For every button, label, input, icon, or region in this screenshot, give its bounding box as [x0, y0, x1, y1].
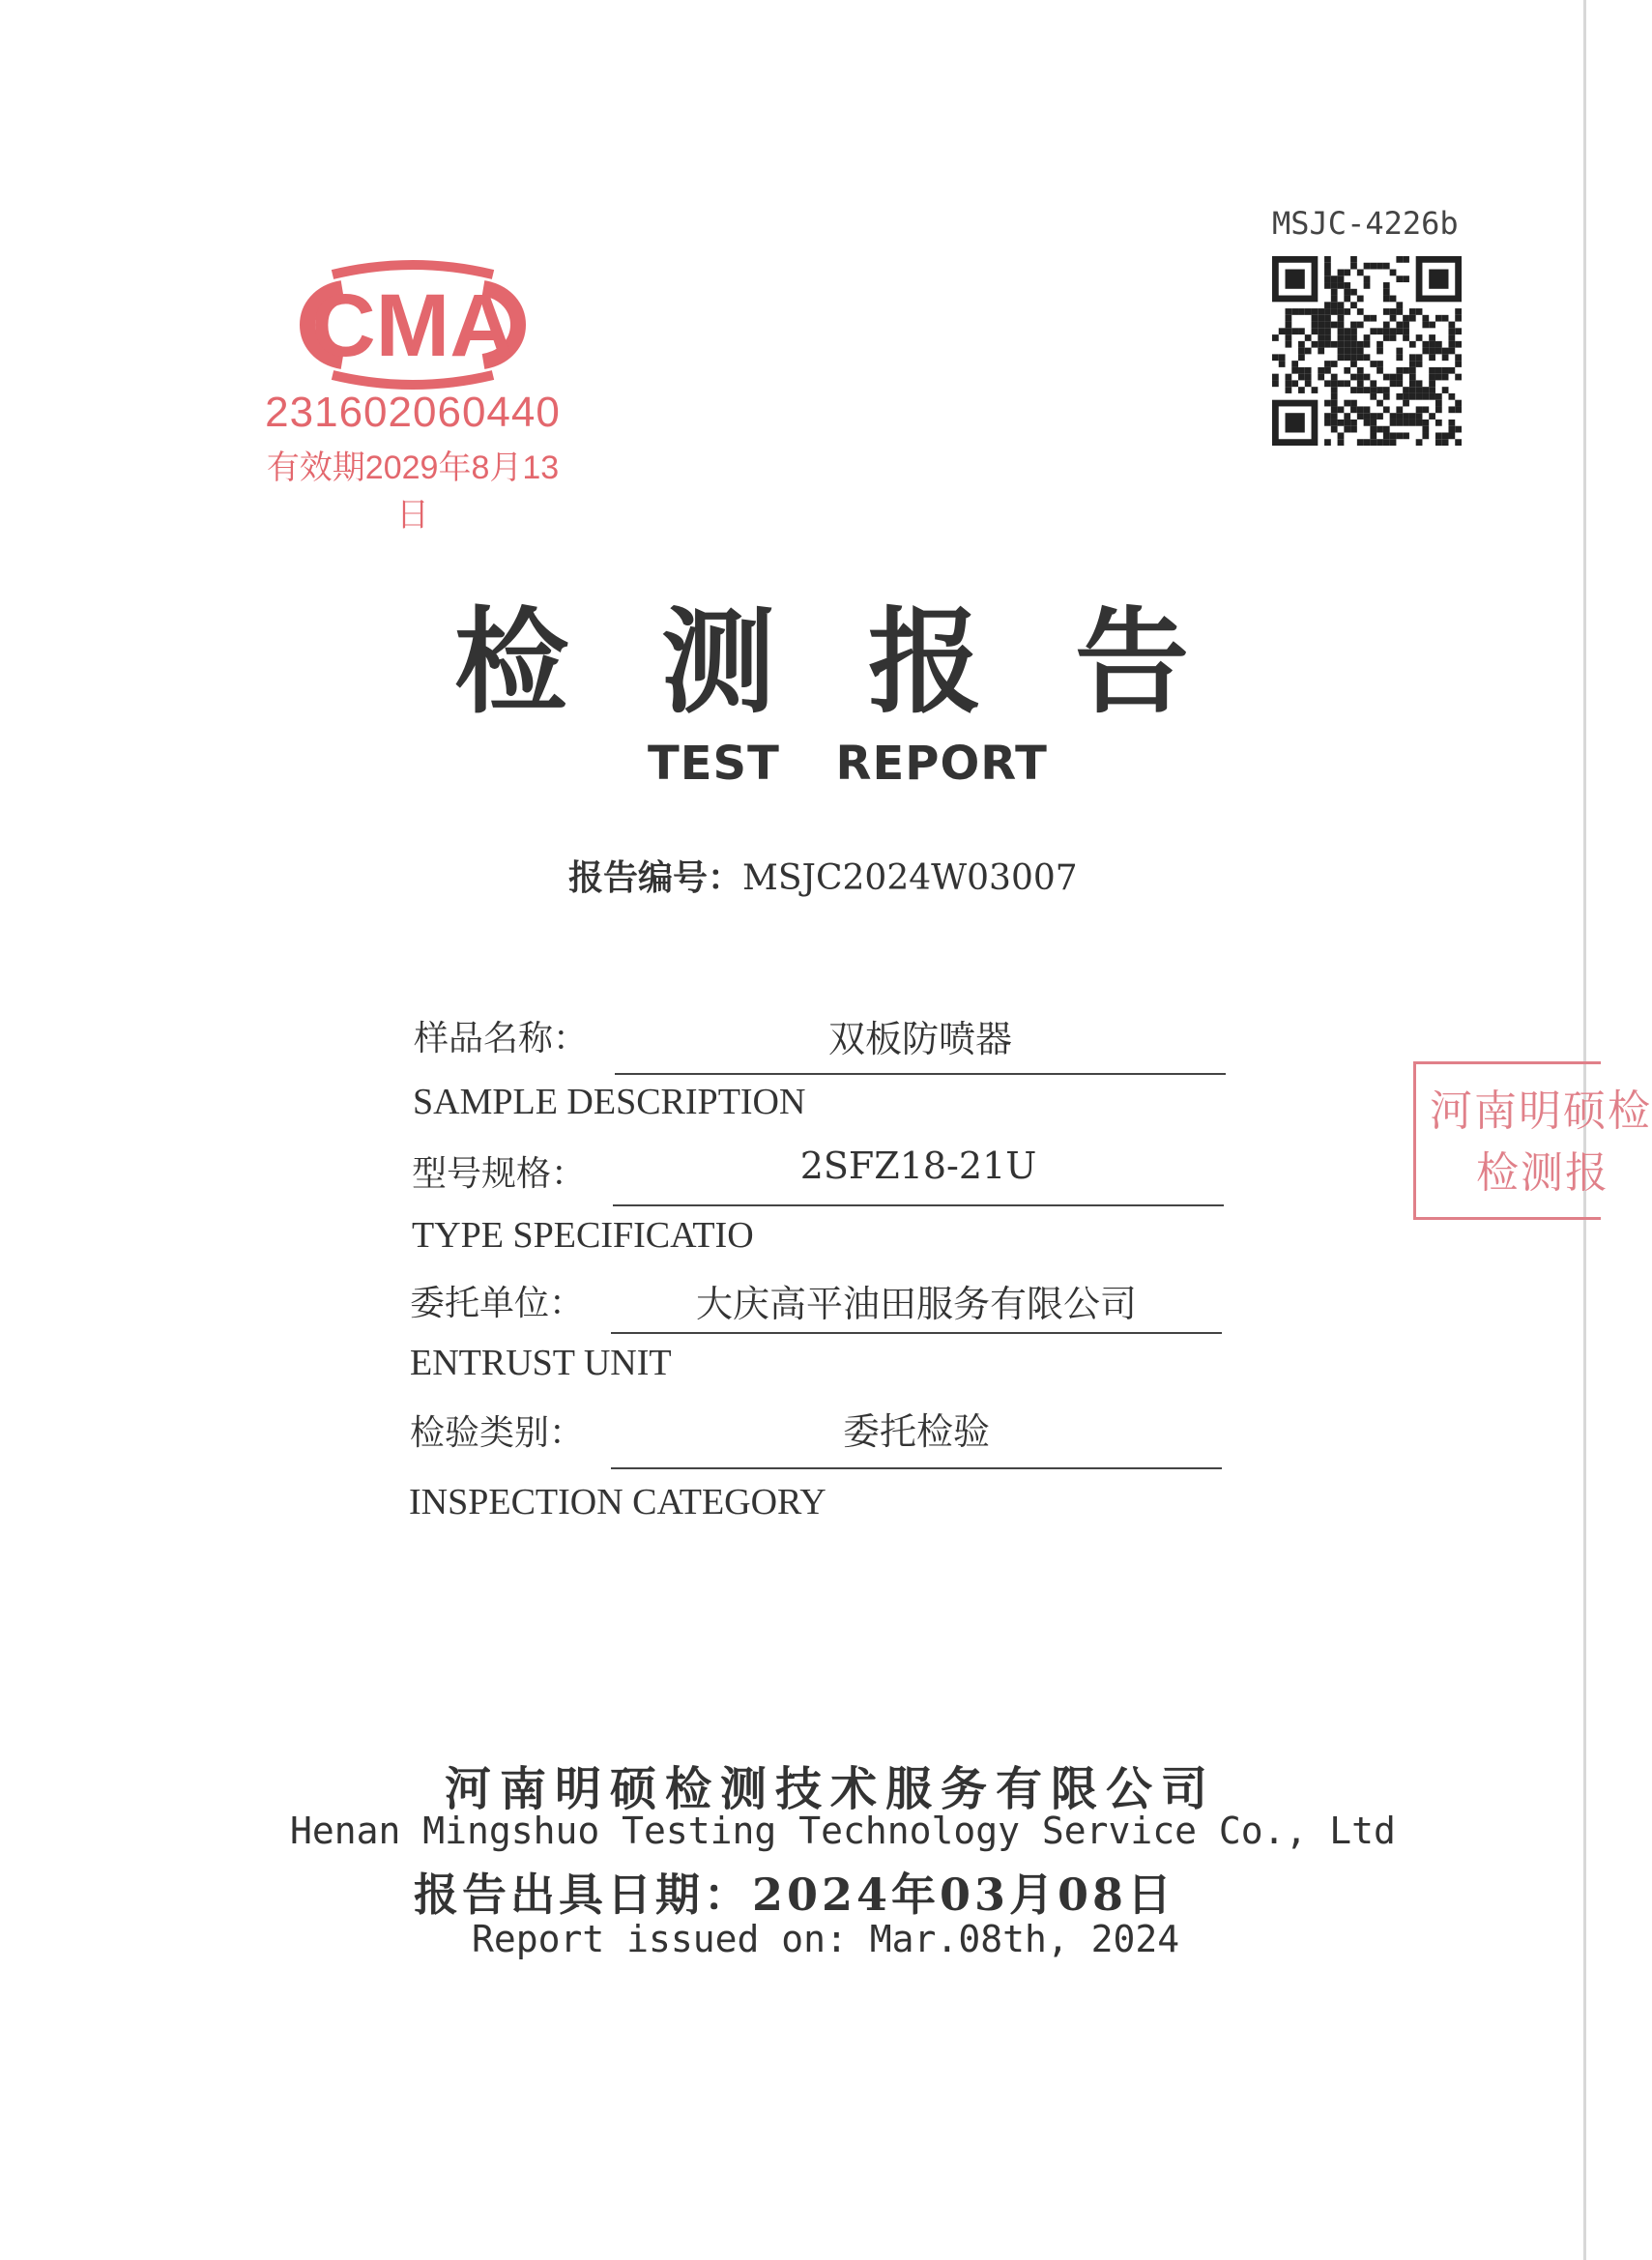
field-label-inspection: 检验类别： — [410, 1413, 585, 1453]
field-underline — [611, 1332, 1222, 1334]
title-char: 报 — [867, 594, 982, 729]
field-english-inspection: INSPECTION CATEGORY — [409, 1482, 826, 1522]
cma-validity: 有效期2029年8月13日 — [266, 449, 560, 534]
page-title — [454, 570, 1189, 735]
issue-date-cn: 报告出具日期：2024年03月08日 — [414, 1869, 1176, 1921]
field-underline — [615, 1073, 1226, 1075]
title-char: 测 — [660, 594, 775, 729]
company-seal — [1413, 1061, 1652, 1220]
page-title-english: TEST REPORT — [648, 737, 1048, 791]
seal-line-2: 检测报 — [1476, 1148, 1609, 1198]
field-english-entrust: ENTRUST UNIT — [410, 1343, 672, 1383]
report-number-label: 报告编号： — [568, 858, 743, 898]
cma-cert-number: 231602060440 — [265, 389, 561, 436]
field-value-type: 2SFZ18-21U — [799, 1144, 1037, 1187]
report-number-value: MSJC2024W03007 — [742, 858, 1078, 898]
field-english-type: TYPE SPECIFICATIO — [412, 1215, 754, 1256]
field-label-sample: 样品名称： — [414, 1019, 589, 1058]
issue-date-en: Report issued on: Mar.08th, 2024 — [472, 1918, 1180, 1960]
document-code: MSJC-4226b — [1272, 205, 1459, 242]
field-underline — [613, 1204, 1224, 1206]
report-number — [568, 851, 1078, 900]
field-value-entrust: 大庆高平油田服务有限公司 — [695, 1283, 1137, 1325]
field-value-inspection: 委托检验 — [842, 1410, 990, 1453]
field-english-sample: SAMPLE DESCRIPTION — [413, 1082, 806, 1122]
field-underline — [611, 1467, 1222, 1469]
field-value-sample: 双板防喷器 — [827, 1018, 1012, 1060]
cma-logo-icon — [275, 261, 551, 389]
cma-stamp — [253, 261, 572, 534]
field-label-entrust: 委托单位： — [410, 1284, 585, 1323]
field-label-type: 型号规格： — [412, 1154, 587, 1194]
title-char: 检 — [454, 594, 569, 729]
company-name-en: Henan Mingshuo Testing Technology Service Co., Ltd — [290, 1810, 1396, 1852]
company-name-cn: 河南明硕检测技术服务有限公司 — [445, 1762, 1217, 1816]
svg-text:CMA: CMA — [311, 276, 514, 375]
title-char: 告 — [1074, 594, 1189, 729]
seal-line-1: 河南明硕检 — [1430, 1087, 1652, 1136]
qr-code-icon — [1272, 256, 1462, 446]
